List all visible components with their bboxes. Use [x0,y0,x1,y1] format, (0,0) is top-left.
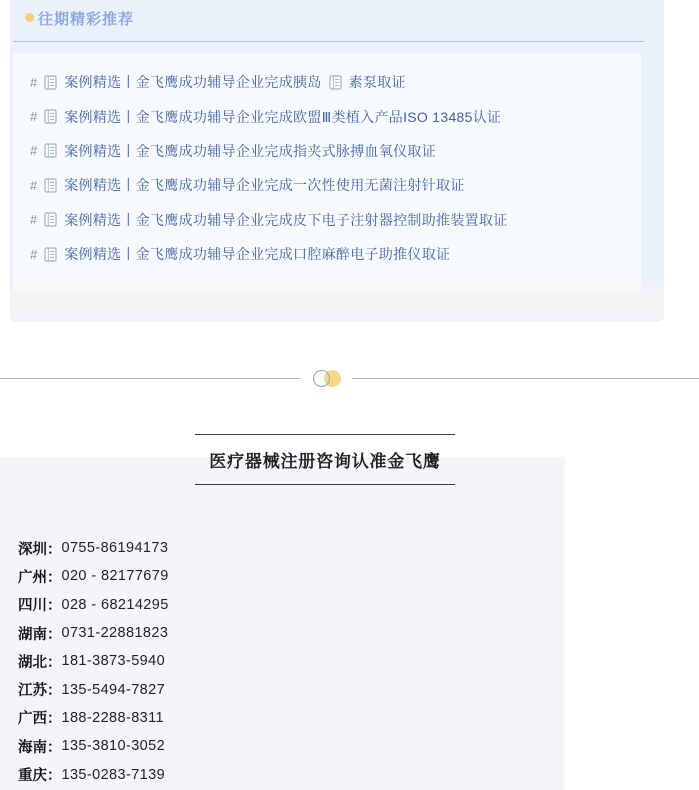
region-label: 重庆： [18,768,62,785]
phone-row [18,534,169,562]
document-icon [44,75,57,90]
contact-title-block [195,434,455,485]
phone-number: 0731-22881823 [61,625,169,642]
phone-number: 0755-86194173 [61,540,169,557]
phone-number: 181-3873-5940 [61,653,166,670]
phone-number: 028 - 68214295 [61,596,169,613]
region-label: 深圳： [18,541,62,558]
phone-row [18,760,169,788]
hash-prefix: # [30,109,38,125]
phone-row [18,704,169,732]
region-label: 广西： [18,711,62,728]
phone-row [18,591,169,619]
article-list-item[interactable] [30,237,631,271]
region-label: 广州： [18,569,62,586]
article-list-item[interactable] [30,168,631,202]
region-label: 海南： [18,739,62,756]
article-link-text[interactable]: 案例精选丨金飞鹰成功辅导企业完成口腔麻醉电子助推仪取证 [64,246,451,263]
header-divider [13,41,644,42]
phone-list [18,534,169,789]
region-label: 四川： [18,598,62,615]
ornament-ring-circle-icon [313,370,330,387]
recommendation-list [13,53,641,292]
document-icon [44,247,57,262]
article-link-text[interactable]: 素泵取证 [348,74,406,91]
phone-row [18,562,169,590]
region-label: 江苏： [18,683,62,700]
phone-number: 020 - 82177679 [61,568,169,585]
hash-prefix: # [30,177,38,193]
document-icon [329,75,342,90]
article-link-text[interactable]: 案例精选丨金飞鹰成功辅导企业完成胰岛 [64,74,322,91]
section-title: 往期精彩推荐 [38,11,135,28]
recommendation-card [10,0,664,322]
phone-row [18,732,169,760]
recommendation-header [10,0,664,41]
article-list-item[interactable] [30,99,631,133]
divider-ornament [300,365,352,392]
phone-number: 135-0283-7139 [61,766,166,783]
phone-number: 188-2288-8311 [61,709,164,726]
phone-number: 135-5494-7827 [61,681,166,698]
region-label: 湖南： [18,626,62,643]
document-icon [44,178,57,193]
document-icon [44,109,57,124]
phone-row [18,675,169,703]
document-icon [44,212,57,227]
hash-prefix: # [30,143,38,159]
hash-prefix: # [30,74,38,90]
article-list-item[interactable] [30,134,631,168]
article-link-text[interactable]: 案例精选丨金飞鹰成功辅导企业完成一次性使用无菌注射针取证 [64,177,465,194]
article-list-item[interactable] [30,65,631,99]
article-link-text[interactable]: 案例精选丨金飞鹰成功辅导企业完成指夹式脉搏血氧仪取证 [64,142,437,159]
hash-prefix: # [30,246,38,262]
document-icon [44,143,57,158]
article-link-text[interactable]: 案例精选丨金飞鹰成功辅导企业完成皮下电子注射器控制助推装置取证 [64,211,508,228]
region-label: 湖北： [18,654,62,671]
bullet-dot-icon [25,13,34,22]
phone-number: 135-3810-3052 [61,738,166,755]
phone-row [18,647,169,675]
hash-prefix: # [30,212,38,228]
contact-title: 医疗器械注册咨询认准金飞鹰 [209,452,441,471]
phone-row [18,619,169,647]
article-link-text[interactable]: 案例精选丨金飞鹰成功辅导企业完成欧盟Ⅲ类植入产品ISO 13485认证 [64,108,502,125]
article-list-item[interactable] [30,203,631,237]
